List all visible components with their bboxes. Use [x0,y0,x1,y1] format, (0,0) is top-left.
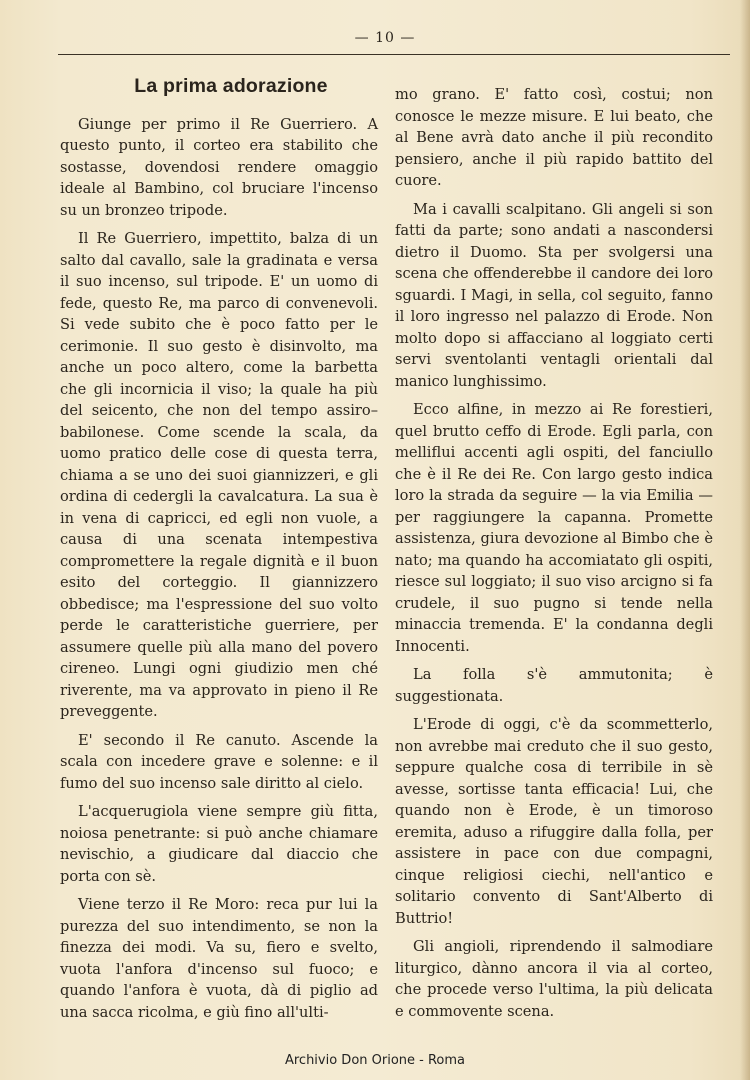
paragraph: Ma i cavalli scalpitano. Gli angeli si son fatti da parte; sono andati a nascondersi dietro il Duomo. Sta per svolgersi una scena che offenderebbe il candore dei loro sguardi. I Magi, in sella, col seguito, fanno il loro ingresso nel palazzo di Erode. Non molto dopo si affacciano al loggiato certi servi sventolanti ventagli orientali dal manico lunghissimo. [395,200,713,390]
article-title: La prima adorazione [134,75,328,97]
paragraph: Il Re Guerriero, impettito, balza di un salto dal cavallo, sale la gradinata e versa il suo incenso, sul tripode. E' un uomo di fede, questo Re, ma parco di convenevoli. Si vede subito che è poco fatto per le cerimonie. Il suo gesto è disinvolto, ma anche un poco altero, come la barbetta che gli incornicia il viso; la quale ha più del seicento, che non del tempo assiro–babilonese. Come scende la scala, da uomo pratico delle cose di questa terra, chiama a se uno dei suoi giannizzeri, e gli ordina di cedergli la cavalcatura. La sua è in vena di capricci, ed egli non vuole, a causa di una scenata intempestiva compromettere la regale dignità e il buon esito del corteggio. Il giannizzero obbedisce; ma l'espressione del suo volto perde le caratteristiche guerriere, per assumere quelle più alla mano del povero cireneo. Lungi ogni giudizio men ché riverente, ma va approvato in pieno il Re preveggente. [60,230,378,720]
header-rule [58,54,730,55]
right-column [395,84,713,1029]
paragraph: L'Erode di oggi, c'è da scommetterlo, non avrebbe mai creduto che il suo gesto, seppure qualche cosa di terribile in sè avesse, sortisse tanta efficacia! Lui, che quando non è Erode, è un timoroso eremita, aduso a rifuggire dalla folla, per assistere in pace con due compagni, cinque religiosi ciechi, nell'antico e solitario convento di Sant'Alberto di Buttrio! [395,716,713,927]
paragraph: L'acquerugiola viene sempre giù fitta, noiosa penetrante: si può anche chiamare nevischio, a giudicare dal diaccio che porta con sè. [60,803,378,885]
paragraph: Giunge per primo il Re Guerriero. A questo punto, il corteo era stabilito che sostasse, dovendosi rendere omaggio ideale al Bambino, col bruciare l'incenso su un bronzeo tripode. [60,115,378,219]
paragraph: E' secondo il Re canuto. Ascende la scala con incedere grave e solenne: e il fumo del suo incenso sale diritto al cielo. [60,731,378,792]
paragraph-continued: mo grano. E' fatto così, costui; non conosce le mezze misure. E lui beato, che al Bene avrà dato anche il più recondito pensiero, anche il più rapido battito del cuore. [395,86,713,189]
page-edge-shadow [740,0,750,1080]
left-column [60,74,378,1030]
page-number: — 10 — [354,30,416,46]
paragraph: Gli angioli, riprendendo il salmodiare liturgico, dànno ancora il via al corteo, che procede verso l'ultima, la più delicata e commovente scena. [395,938,713,1020]
paragraph: La folla s'è ammutonita; è suggestionata. [395,666,713,705]
paragraph: Ecco alfine, in mezzo ai Re forestieri, quel brutto ceffo di Erode. Egli parla, con melliflui accenti agli ospiti, del fanciullo che è il Re dei Re. Con largo gesto indica loro la strada da seguire — la via Emilia — per raggiungere la capanna. Promette assistenza, giura devozione al Bimbo che è nato; ma quando ha accomiatato gli ospiti, riesce sul loggiato; il suo viso arcigno si fa crudele, il suo pugno si tende nella minaccia tremenda. E' la condanna degli Innocenti. [395,401,713,655]
paragraph: Viene terzo il Re Moro: reca pur lui la purezza del suo intendimento, se non la finezza dei modi. Va su, fiero e svelto, vuota l'anfora d'incenso sul fuoco; e quando l'anfora è vuota, dà di piglio ad una sacca ricolma, e giù fino all'ulti- [60,896,378,1021]
archive-footer: Archivio Don Orione - Roma [284,1053,466,1068]
